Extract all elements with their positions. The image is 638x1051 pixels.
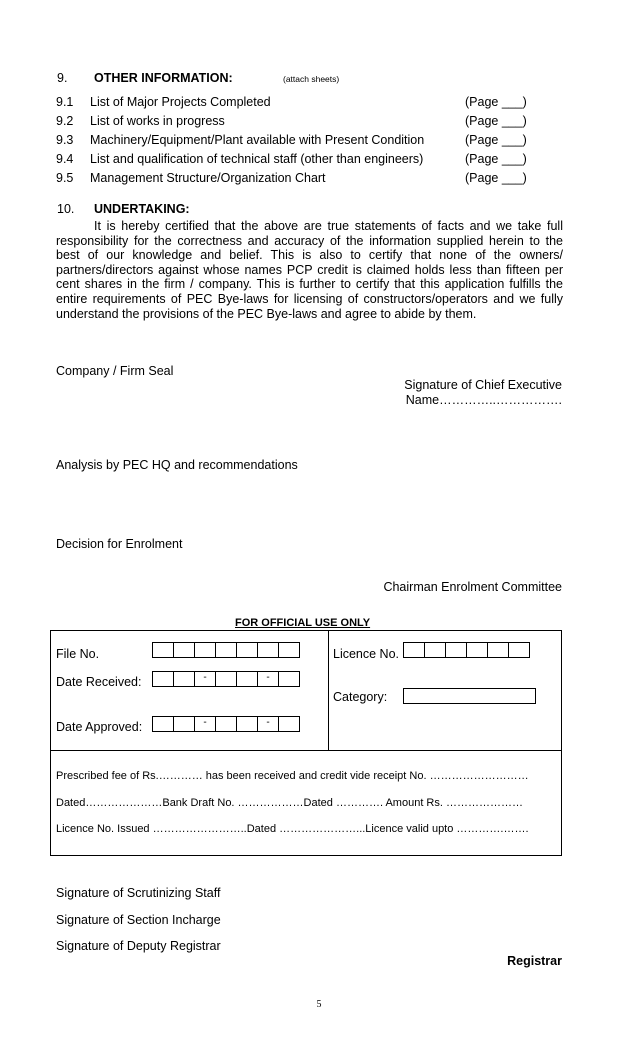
item-text: List and qualification of technical staff (other than engineers) <box>90 152 424 166</box>
official-use-heading: FOR OFFICIAL USE ONLY <box>235 617 371 629</box>
official-use-box <box>50 630 562 856</box>
file-no-cell[interactable] <box>173 642 195 658</box>
date-received-label: Date Received: <box>56 675 142 689</box>
date-received-cells <box>152 671 300 687</box>
item-page-ref: (Page ___) <box>465 95 527 109</box>
item-text: Machinery/Equipment/Plant available with Present Condition <box>90 133 425 147</box>
item-text: Management Structure/Organization Chart <box>90 171 326 185</box>
chief-executive-signature-label: Signature of Chief Executive <box>404 378 562 392</box>
date-cell[interactable] <box>236 671 258 687</box>
fee-line: Prescribed fee of Rs.………… has been received and credit vide receipt No. ……………………… <box>56 770 529 782</box>
item-page-ref: (Page ___) <box>465 133 527 147</box>
licence-no-cell[interactable] <box>424 642 446 658</box>
licence-no-cell[interactable] <box>445 642 467 658</box>
item-number: 9.3 <box>56 133 74 147</box>
section9-number: 9. <box>57 71 68 85</box>
section9-note: (attach sheets) <box>283 74 340 84</box>
divider-horizontal <box>51 750 561 751</box>
registrar-label: Registrar <box>507 954 562 968</box>
date-approved-cells <box>152 716 300 732</box>
date-cell[interactable] <box>236 716 258 732</box>
analysis-label: Analysis by PEC HQ and recommendations <box>56 458 298 472</box>
date-cell[interactable] <box>173 716 195 732</box>
deputy-registrar-signature: Signature of Deputy Registrar <box>56 939 221 953</box>
section-incharge-signature: Signature of Section Incharge <box>56 913 221 927</box>
bank-draft-line: Dated…………………Bank Draft No. ………………Dated …………. Amount Rs. ………………… <box>56 797 523 809</box>
file-no-cell[interactable] <box>215 642 237 658</box>
date-cell[interactable] <box>173 671 195 687</box>
item-number: 9.5 <box>56 171 74 185</box>
date-cell[interactable] <box>278 716 300 732</box>
item-number: 9.4 <box>56 152 74 166</box>
decision-label: Decision for Enrolment <box>56 537 183 551</box>
section10-number: 10. <box>57 202 75 216</box>
date-separator: - <box>194 671 216 687</box>
item-text: List of Major Projects Completed <box>90 95 271 109</box>
file-no-cell[interactable] <box>152 642 174 658</box>
file-no-cell[interactable] <box>236 642 258 658</box>
page-number: 5 <box>316 999 322 1010</box>
company-seal-label: Company / Firm Seal <box>56 364 174 378</box>
category-field[interactable] <box>403 688 536 704</box>
name-line: Name…………..……………. <box>405 393 562 407</box>
scrutinizing-staff-signature: Signature of Scrutinizing Staff <box>56 886 221 900</box>
item-page-ref: (Page ___) <box>465 171 527 185</box>
licence-no-cell[interactable] <box>466 642 488 658</box>
section9-title: OTHER INFORMATION: <box>94 71 233 85</box>
date-cell[interactable] <box>215 716 237 732</box>
file-no-cells <box>152 642 300 658</box>
date-separator: - <box>257 671 279 687</box>
file-no-cell[interactable] <box>278 642 300 658</box>
chairman-label: Chairman Enrolment Committee <box>383 580 562 594</box>
file-no-cell[interactable] <box>257 642 279 658</box>
licence-no-cells <box>403 642 530 658</box>
section10-title: UNDERTAKING: <box>94 202 190 216</box>
category-label: Category: <box>333 690 388 704</box>
licence-no-cell[interactable] <box>487 642 509 658</box>
item-text: List of works in progress <box>90 114 225 128</box>
undertaking-paragraph: It is hereby certified that the above are true statements of facts and we take full responsibility for the correctness and accuracy of the information supplied herein to the best of our knowledge and belief. This is also to certify that none of the owners/ partners/directors against whose names PCP credit is claimed holds less than fifteen per cent shares in the firm / company. This is further to certify that this application fulfills the entire requirements of PEC Bye-laws for licensing of constructors/operators and we fully understand the provisions of the PEC Bye-laws and agree to abide by them. <box>56 219 563 321</box>
date-cell[interactable] <box>152 716 174 732</box>
item-page-ref: (Page ___) <box>465 152 527 166</box>
item-number: 9.1 <box>56 95 74 109</box>
licence-no-cell[interactable] <box>403 642 425 658</box>
item-page-ref: (Page ___) <box>465 114 527 128</box>
date-cell[interactable] <box>278 671 300 687</box>
date-cell[interactable] <box>215 671 237 687</box>
file-no-label: File No. <box>56 647 100 661</box>
file-no-cell[interactable] <box>194 642 216 658</box>
licence-no-cell[interactable] <box>508 642 530 658</box>
date-separator: - <box>257 716 279 732</box>
licence-no-label: Licence No. <box>333 647 400 661</box>
item-number: 9.2 <box>56 114 74 128</box>
divider-vertical <box>328 631 329 750</box>
date-cell[interactable] <box>152 671 174 687</box>
date-approved-label: Date Approved: <box>56 720 143 734</box>
date-separator: - <box>194 716 216 732</box>
licence-issued-line: Licence No. Issued ……………………..Dated …………………...Licence valid upto ………….……. <box>56 823 529 835</box>
